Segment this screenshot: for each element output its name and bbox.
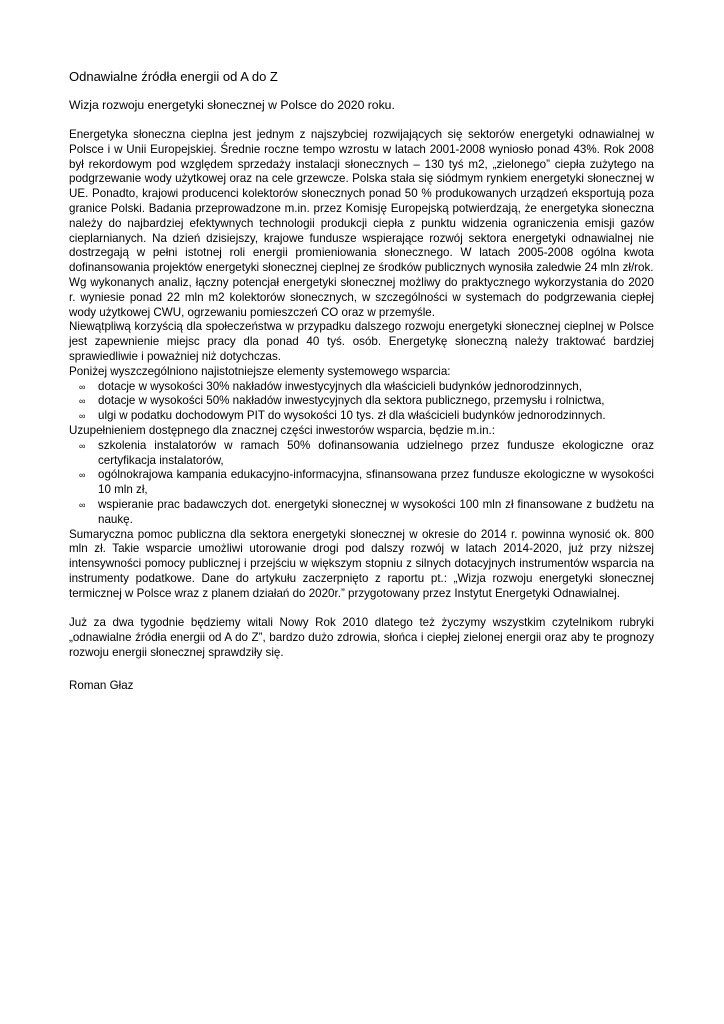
list-item [69,394,654,409]
list-item-text: ogólnokrajowa kampania edukacyjno-informacyjna, sfinansowana przez fundusze ekologiczne w wysokości 10 mln zł, [98,468,654,497]
summary-paragraph: Sumaryczna pomoc publiczna dla sektora energetyki słonecznej w okresie do 2014 r. powinna wynosić ok. 800 mln zł. Takie wsparcie umożliwi utorowanie drogi pod dalszy rozwój w latach 2014-2020, już przy niższej intensywności pomocy publicznej i przejściu w większym stopniu z silnych dotacyjnych instrumentów wsparcia na instrumenty podatkowe. Dane do artykułu zaczerpnięto z raportu pt.: „Wizja rozwoju energetyki słonecznej termicznej w Polsce wraz z planem działań do 2020r.” przygotowany przez Instytut Energetyki Odnawialnej. [69,527,654,600]
list-item [69,468,654,498]
list-item-text: dotacje w wysokości 30% nakładów inwestycyjnych dla właścicieli budynków jednorodzinnych, [98,379,582,393]
list-item [69,409,654,424]
list-item [69,380,654,395]
bullet-icon: ∞ [79,411,86,422]
bullet-icon: ∞ [79,440,86,451]
list-item [69,498,654,528]
bullet-icon: ∞ [79,470,86,481]
bullet-icon: ∞ [79,396,86,407]
bullet-icon: ∞ [79,381,86,392]
bullet-icon: ∞ [79,499,86,510]
list-item-text: dotacje w wysokości 50% nakładów inwestycyjnych dla sektora publicznego, przemysłu i rolnictwa, [98,394,605,408]
paragraph: Niewątpliwą korzyścią dla społeczeństwa w przypadku dalszego rozwoju energetyki słonecznej cieplnej w Polsce jest zapewnienie miejsc pracy dla ponad 40 tyś. osób. Energetykę słoneczną należy traktować bardziej sprawiedliwie i poważniej niż dotychczas. [69,320,654,363]
author-name: Roman Głaz [69,679,134,692]
closing-paragraph: Już za dwa tygodnie będziemy witali Nowy Rok 2010 dlatego też życzymy wszystkim czytelnikom rubryki „odnawialne źródła energii od A do Z”, bardzo dużo zdrowia, słońca i ciepłej zielonej energii oraz aby te prognozy rozwoju energii słonecznej sprawdziły się. [69,616,654,659]
list-item [69,439,654,469]
supplementary-list [69,439,654,528]
list-intro: Poniżej wyszczególniono najistotniejsze elementy systemowego wsparcia: [69,364,451,378]
paragraph: Wg wykonanych analiz, łączny potencjał energetyki słonecznej możliwy do praktycznego wykorzystania do 2020 r. wyniesie ponad 22 mln m2 kolektorów słonecznych, w szczególności w systemach do podgrzewania ciepłej wody użytkowej CWU, ogrzewaniu pomieszczeń CO oraz w przemyśle. [69,275,654,319]
paragraph: Energetyka słoneczna cieplna jest jednym z najszybciej rozwijających się sektorów energetyki odnawialnej w Polsce i w Unii Europejskiej. Średnie roczne tempo wzrostu w latach 2001-2008 wyniosło ponad 43%. Rok 2008 był rekordowym pod względem sprzedaży instalacji słonecznych – 130 tyś m2, „zielonego” ciepła zużytego na podgrzewanie wody użytkowej oraz na cele grzewcze. Polska stała się siódmym rynkiem energetyki słonecznej w UE. Ponadto, krajowi producenci kolektorów słonecznych ponad 50 % produkowanych urządzeń eksportują poza granice Polski. Badania przeprowadzone m.in. przez Komisję Europejską potwierdzają, że energetyka słoneczna należy do najbardziej efektywnych technologii produkcji ciepła z punktu widzenia ograniczenia emisji gazów cieplarnianych. Na dzień dzisiejszy, krajowe fundusze wspierające rozwój sektora energetyki odnawialnej nie dostrzegają w pełni istotnej roli energii promieniowania słonecznego. W latach 2005-2008 ogólna kwota dofinansowania projektów energetyki słonecznej cieplnej ze środków publicznych wynosiła zaledwie 24 mln zł/rok. [69,128,654,275]
article-body [69,128,654,602]
support-list [69,380,654,424]
list-item-text: szkolenia instalatorów w ramach 50% dofinansowania udzielnego przez fundusze ekologiczne oraz certyfikacja instalatorów, [98,438,654,467]
list-intro: Uzupełnieniem dostępnego dla znacznej części inwestorów wsparcia, będzie m.in.: [69,423,495,437]
document-title: Odnawialne źródła energii od A do Z [69,69,278,84]
document-subtitle: Wizja rozwoju energetyki słonecznej w Polsce do 2020 roku. [69,98,395,112]
list-item-text: ulgi w podatku dochodowym PIT do wysokości 10 tys. zł dla właścicieli budynków jednorodzinnych. [98,409,606,423]
list-item-text: wspieranie prac badawczych dot. energetyki słonecznej w wysokości 100 mln zł finansowane z budżetu na naukę. [98,497,654,526]
